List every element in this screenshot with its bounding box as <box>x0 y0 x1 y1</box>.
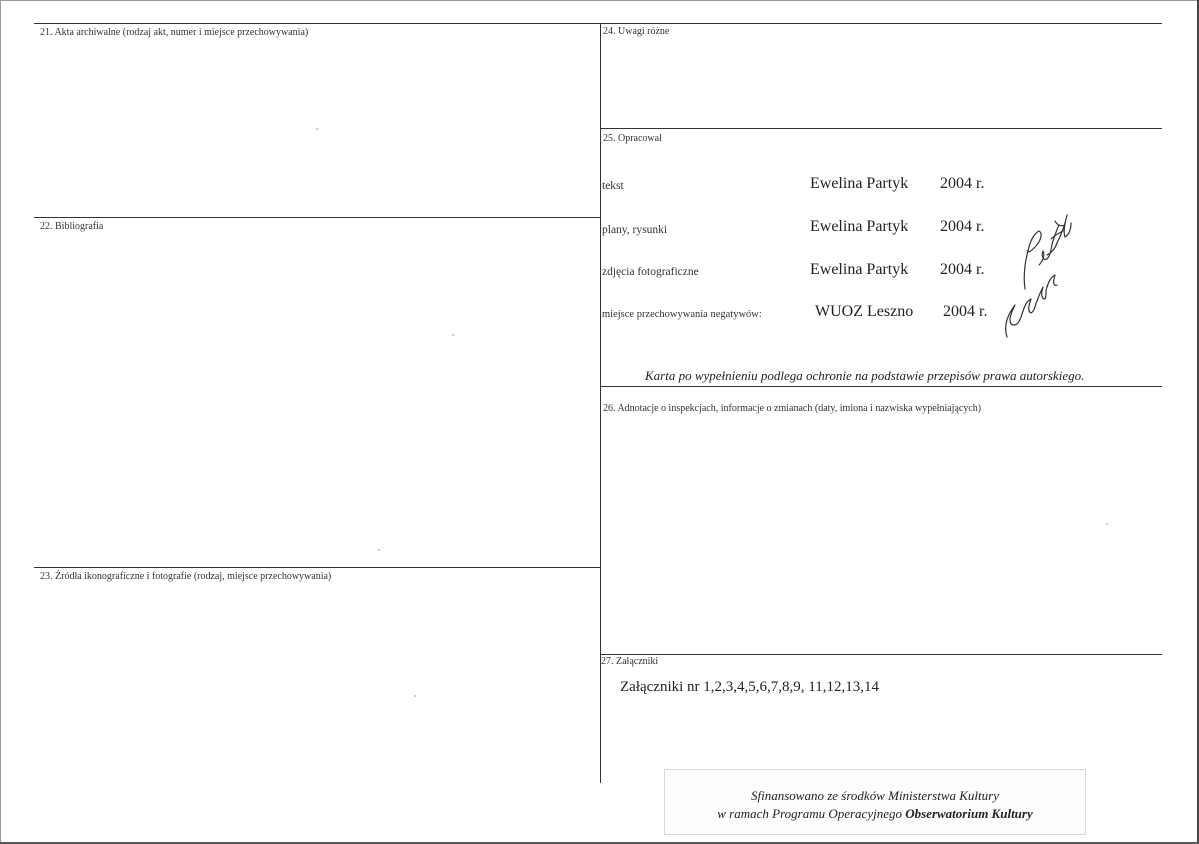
section-25-label: 25. Opracował <box>603 133 662 144</box>
scan-speck <box>378 549 380 551</box>
divider-22-23 <box>34 567 600 568</box>
author-row-plans-name: Ewelina Partyk <box>810 218 909 235</box>
top-rule <box>34 23 1162 24</box>
author-row-negatives-year: 2004 r. <box>943 303 988 320</box>
scan-speck <box>316 128 318 130</box>
scan-speck <box>414 695 416 697</box>
section-24-label: 24. Uwagi różne <box>603 26 670 37</box>
section-26-label: 26. Adnotacje o inspekcjach, informacje o zmianach (daty, imiona i nazwiska wypełniających) <box>603 403 982 414</box>
funding-line-2 <box>665 806 1085 822</box>
copyright-note: Karta po wypełnieniu podlega ochronie na podstawie przepisów prawa autorskiego. <box>645 368 1085 383</box>
author-row-negatives-name: WUOZ Leszno <box>815 303 914 320</box>
author-row-photos-year: 2004 r. <box>940 261 985 278</box>
scan-speck <box>1106 523 1108 525</box>
author-row-photos-label: zdjęcia fotograficzne <box>602 266 699 278</box>
author-row-negatives-label: miejsce przechowywania negatywów: <box>602 309 762 320</box>
divider-21-22 <box>34 217 600 218</box>
author-row-text-label: tekst <box>602 180 624 192</box>
funding-program-name: Obserwatorium Kultury <box>905 806 1033 821</box>
center-divider <box>600 23 601 783</box>
divider-26-27 <box>600 654 1162 655</box>
section-21-label: 21. Akta archiwalne (rodzaj akt, numer i miejsce przechowywania) <box>40 27 309 38</box>
author-row-text-year: 2004 r. <box>940 175 985 192</box>
author-row-plans-label: plany, rysunki <box>602 224 668 236</box>
divider-24-25 <box>600 128 1162 129</box>
funding-line-2-prefix: w ramach Programu Operacyjnego <box>717 806 906 821</box>
author-row-photos-name: Ewelina Partyk <box>810 261 909 278</box>
funding-box <box>664 769 1086 835</box>
handwritten-signature <box>985 195 1075 350</box>
scan-speck <box>452 334 454 336</box>
section-27-label: 27. Załączniki <box>601 656 659 667</box>
attachments-list: Załączniki nr 1,2,3,4,5,6,7,8,9, 11,12,13,14 <box>620 679 879 695</box>
author-row-plans-year: 2004 r. <box>940 218 985 235</box>
funding-line-1: Sfinansowano ze środków Ministerstwa Kultury <box>751 788 999 803</box>
section-23-label: 23. Źródła ikonograficzne i fotografie (rodzaj, miejsce przechowywania) <box>40 571 332 582</box>
author-row-text-name: Ewelina Partyk <box>810 175 909 192</box>
divider-25-26 <box>600 386 1162 387</box>
section-22-label: 22. Bibliografia <box>40 221 104 232</box>
